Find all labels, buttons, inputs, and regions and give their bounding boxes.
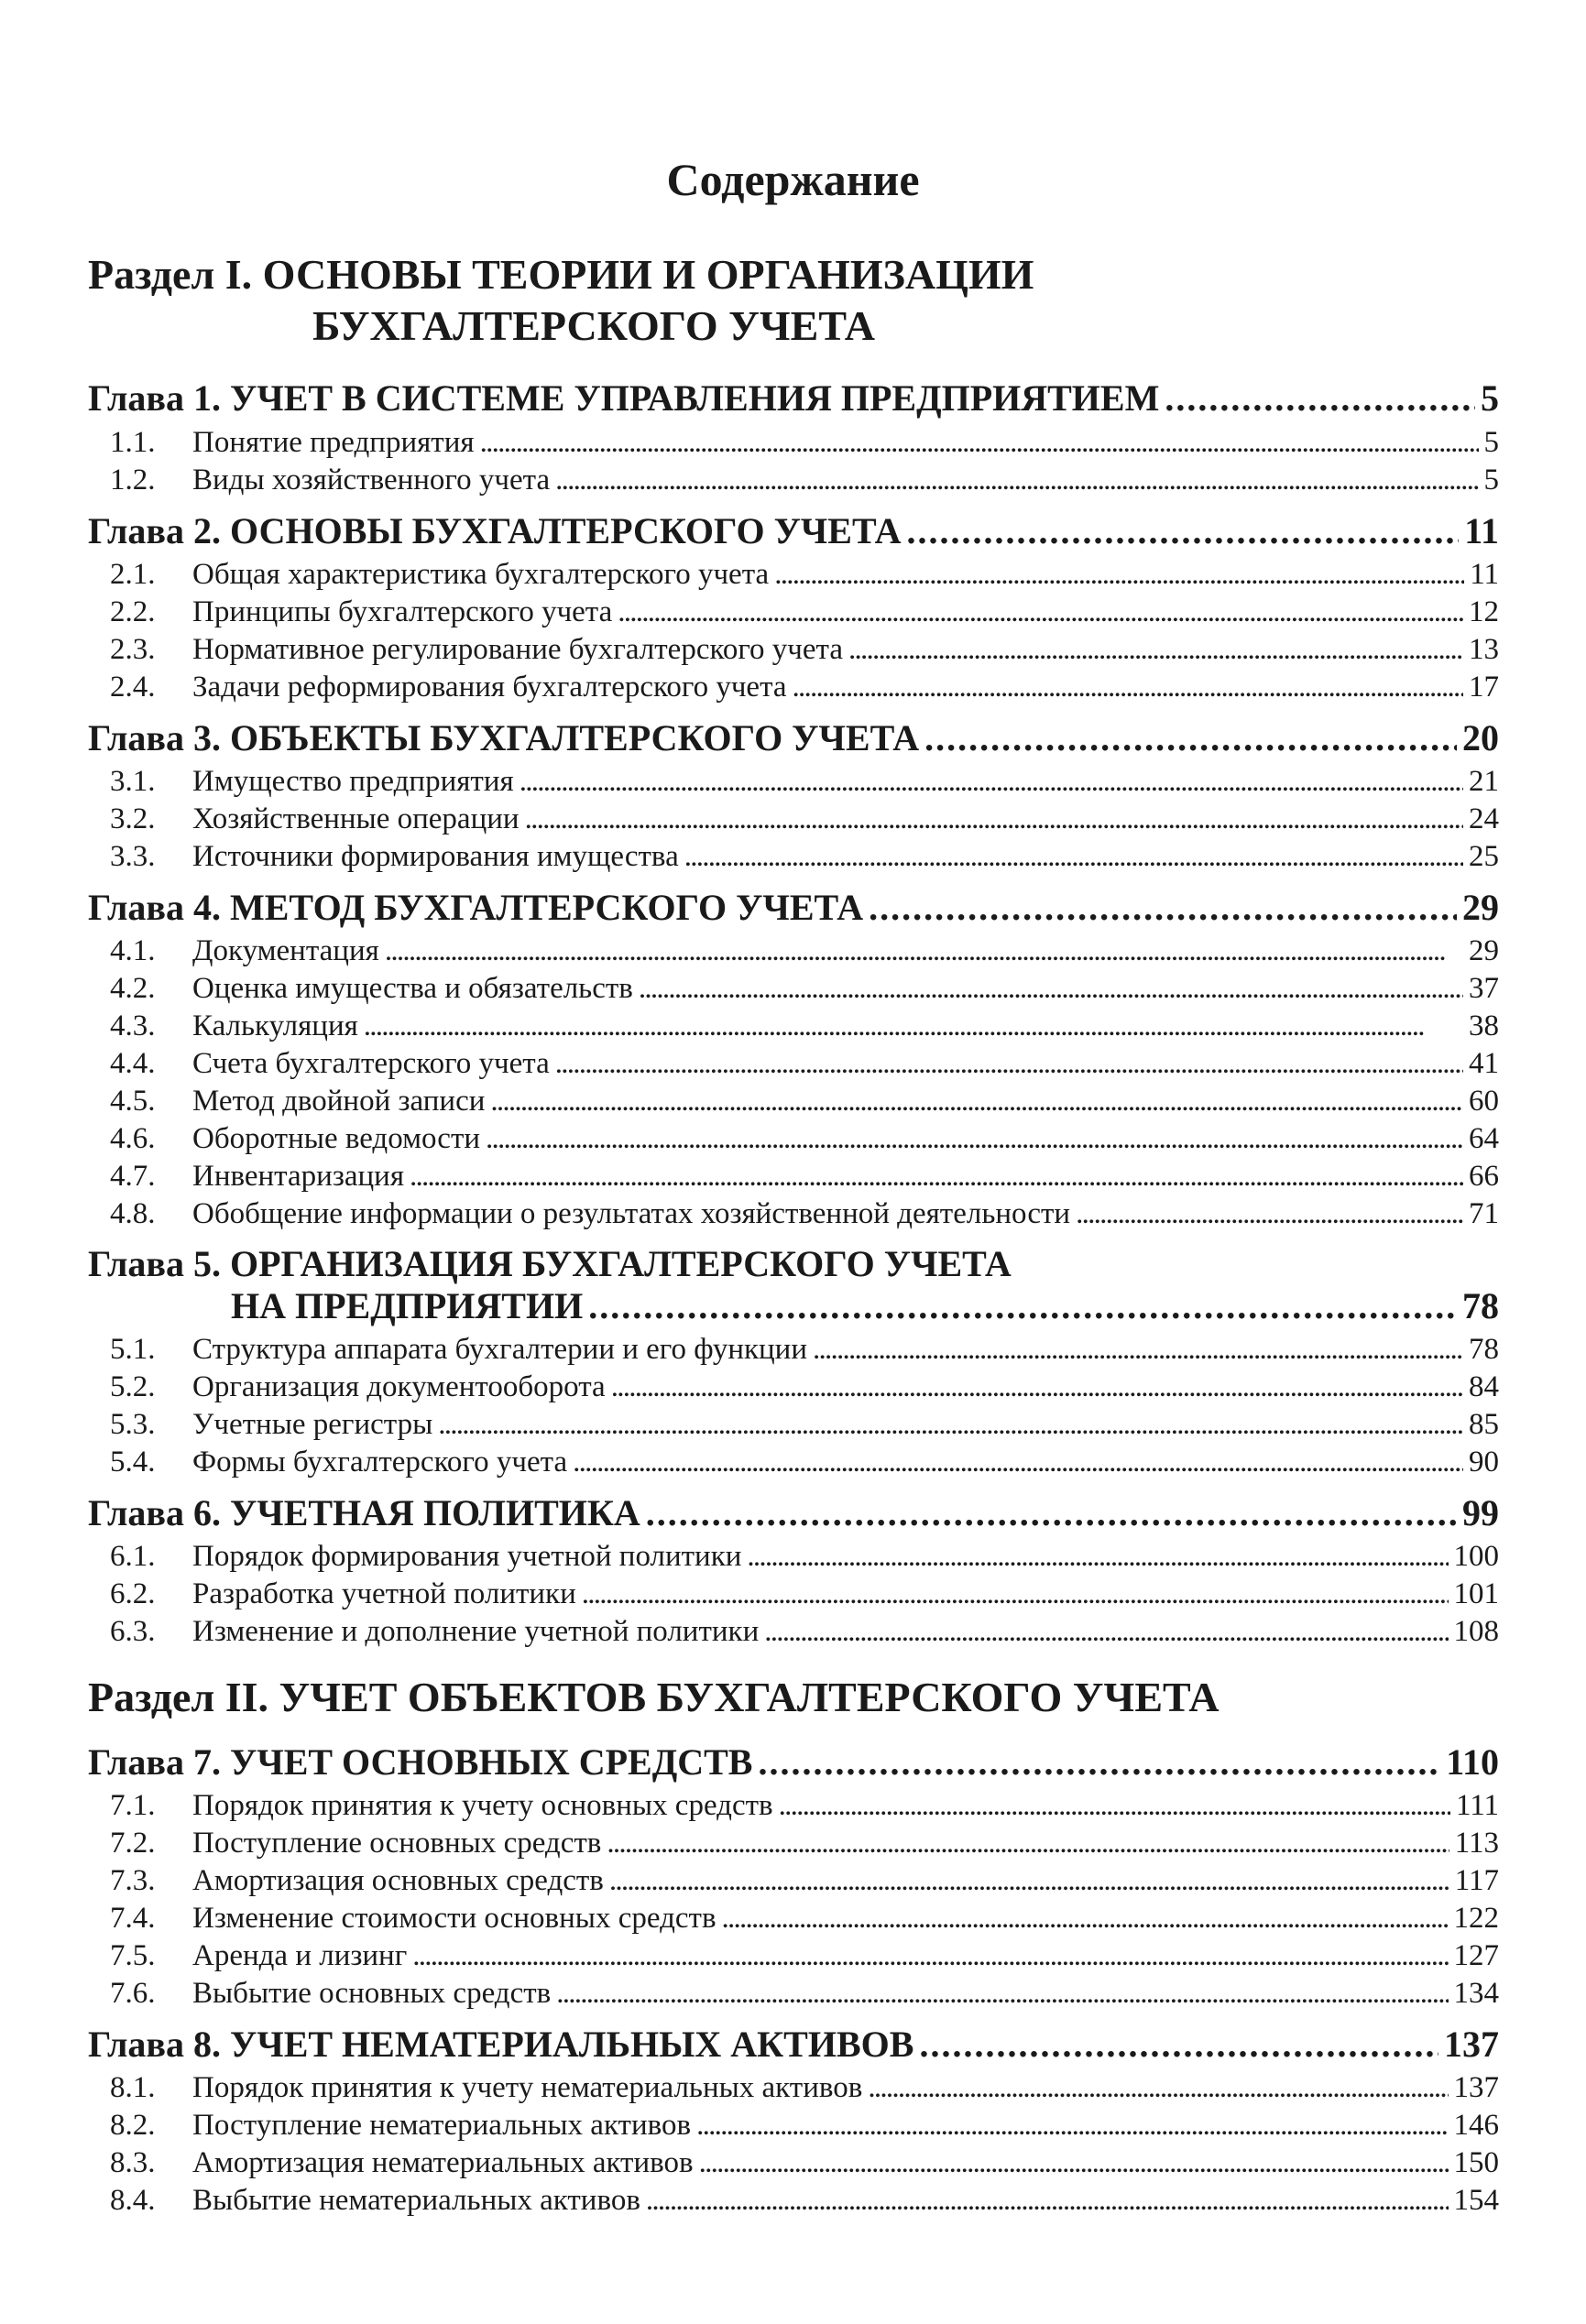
item-label: Аренда и лизинг <box>192 1939 408 1972</box>
toc-item[interactable] <box>88 1613 1499 1651</box>
chapter-5-line1[interactable] <box>88 1243 1499 1285</box>
toc-item[interactable] <box>88 933 1499 970</box>
toc-item[interactable] <box>88 763 1499 801</box>
toc-item[interactable] <box>88 1195 1499 1233</box>
leader-dots <box>555 1045 1463 1083</box>
chapter-page: 137 <box>1444 2024 1499 2065</box>
leader-dots <box>646 2182 1449 2220</box>
item-label: Задачи реформирования бухгалтерского учета <box>192 671 787 704</box>
chapter-2[interactable] <box>88 510 1499 552</box>
leader-dots <box>774 556 1464 594</box>
item-number: 3.2. <box>110 802 156 835</box>
toc-item[interactable] <box>88 1937 1499 1975</box>
item-page: 13 <box>1469 633 1499 666</box>
item-label: Разработка учетной политики <box>192 1577 576 1610</box>
item-label: Оборотные ведомости <box>192 1122 481 1155</box>
leader-dots <box>607 1825 1449 1862</box>
item-label: Общая характеристика бухгалтерского учета <box>192 558 770 591</box>
leader-dots <box>618 594 1463 631</box>
leader-dots <box>907 510 1460 552</box>
chapter-page: 5 <box>1481 377 1499 419</box>
item-number: 7.6. <box>110 1977 156 2010</box>
item-page: 134 <box>1453 1977 1499 2010</box>
item-label: Инвентаризация <box>192 1160 404 1193</box>
leader-dots <box>848 631 1463 669</box>
item-page: 154 <box>1453 2184 1499 2217</box>
item-number: 1.2. <box>110 464 156 496</box>
item-number: 5.1. <box>110 1333 156 1366</box>
item-label: Структура аппарата бухгалтерии и его функции <box>192 1333 808 1366</box>
section-1-line2: БУХГАЛТЕРСКОГО УЧЕТА <box>312 302 875 349</box>
item-number: 3.3. <box>110 840 156 873</box>
leader-dots <box>764 1613 1448 1651</box>
chapter-label: Глава 3. ОБЪЕКТЫ БУХГАЛТЕРСКОГО УЧЕТА <box>88 717 920 758</box>
item-page: 17 <box>1469 671 1499 704</box>
toc-item[interactable] <box>88 1576 1499 1613</box>
chapter-label: Глава 6. УЧЕТНАЯ ПОЛИТИКА <box>88 1492 640 1533</box>
toc-item[interactable] <box>88 1444 1499 1481</box>
toc-item[interactable] <box>88 1538 1499 1576</box>
item-label: Поступление нематериальных активов <box>192 2109 692 2142</box>
item-page: 25 <box>1469 840 1499 873</box>
section-2-line1: Раздел II. УЧЕТ ОБЪЕКТОВ БУХГАЛТЕРСКОГО УЧЕТА <box>88 1674 1220 1720</box>
toc-item[interactable] <box>88 1787 1499 1825</box>
leader-dots <box>480 424 1479 462</box>
item-number: 4.8. <box>110 1197 156 1230</box>
leader-dots <box>385 933 1463 970</box>
item-number: 4.1. <box>110 934 156 967</box>
item-number: 5.2. <box>110 1370 156 1403</box>
item-number: 5.3. <box>110 1408 156 1441</box>
toc-item[interactable] <box>88 2182 1499 2220</box>
chapter-page: 29 <box>1462 887 1499 928</box>
leader-dots <box>412 1937 1448 1975</box>
item-page: 122 <box>1453 1902 1499 1935</box>
item-number: 1.1. <box>110 426 156 459</box>
item-page: 66 <box>1469 1160 1499 1193</box>
item-page: 41 <box>1469 1047 1499 1080</box>
item-number: 8.1. <box>110 2071 156 2104</box>
chapter-5-line2[interactable] <box>231 1285 1499 1327</box>
item-page: 137 <box>1453 2071 1499 2104</box>
section-2-heading <box>88 1672 1499 1723</box>
item-page: 12 <box>1469 595 1499 628</box>
item-label: Выбытие нематериальных активов <box>192 2184 640 2217</box>
leader-dots <box>525 801 1463 838</box>
item-label: Источники формирования имущества <box>192 840 679 873</box>
item-number: 4.5. <box>110 1085 156 1118</box>
toc-item[interactable] <box>88 801 1499 838</box>
toc-item[interactable] <box>88 1045 1499 1083</box>
leader-dots <box>684 838 1463 876</box>
toc-item[interactable] <box>88 631 1499 669</box>
toc-item[interactable] <box>88 2144 1499 2182</box>
leader-dots <box>410 1158 1463 1195</box>
chapter-page: 20 <box>1462 717 1499 758</box>
toc-item[interactable] <box>88 669 1499 706</box>
toc-item[interactable] <box>88 424 1499 462</box>
item-page: 113 <box>1454 1827 1499 1860</box>
toc-item[interactable] <box>88 1862 1499 1900</box>
chapter-label: Глава 8. УЧЕТ НЕМАТЕРИАЛЬНЫХ АКТИВОВ <box>88 2024 914 2065</box>
leader-dots <box>759 1741 1441 1784</box>
chapter-label: Глава 4. МЕТОД БУХГАЛТЕРСКОГО УЧЕТА <box>88 887 864 928</box>
item-page: 85 <box>1469 1408 1499 1441</box>
item-number: 2.1. <box>110 558 156 591</box>
toc-item[interactable] <box>88 1120 1499 1158</box>
item-label: Выбытие основных средств <box>192 1977 552 2010</box>
item-label: Обобщение информации о результатах хозяйственной деятельности <box>192 1197 1071 1230</box>
chapter-label: Глава 5. ОРГАНИЗАЦИЯ БУХГАЛТЕРСКОГО УЧЕТА <box>88 1243 1012 1284</box>
item-label: Счета бухгалтерского учета <box>192 1047 550 1080</box>
item-number: 6.2. <box>110 1577 156 1610</box>
item-number: 2.3. <box>110 633 156 666</box>
item-number: 4.7. <box>110 1160 156 1193</box>
item-page: 78 <box>1469 1333 1499 1366</box>
chapter-4[interactable] <box>88 887 1499 929</box>
item-number: 6.3. <box>110 1615 156 1648</box>
item-page: 117 <box>1454 1864 1499 1897</box>
item-label: Калькуляция <box>192 1009 358 1042</box>
section-1-line1: Раздел I. ОСНОВЫ ТЕОРИИ И ОРГАНИЗАЦИИ <box>88 251 1034 298</box>
toc-item[interactable] <box>88 1008 1499 1045</box>
leader-dots <box>520 763 1463 801</box>
item-number: 8.2. <box>110 2109 156 2142</box>
item-number: 5.4. <box>110 1446 156 1478</box>
toc-item[interactable] <box>88 2069 1499 2107</box>
item-label: Поступление основных средств <box>192 1827 602 1860</box>
item-number: 4.3. <box>110 1009 156 1042</box>
leader-dots <box>868 2069 1448 2107</box>
item-number: 7.2. <box>110 1827 156 1860</box>
chapter-label: Глава 2. ОСНОВЫ БУХГАЛТЕРСКОГО УЧЕТА <box>88 510 902 551</box>
toc-item[interactable] <box>88 1975 1499 2013</box>
item-label: Порядок принятия к учету основных средств <box>192 1789 773 1822</box>
toc-item[interactable] <box>88 1900 1499 1937</box>
item-label: Учетные регистры <box>192 1408 433 1441</box>
item-number: 4.6. <box>110 1122 156 1155</box>
leader-dots <box>1076 1195 1463 1233</box>
item-label: Формы бухгалтерского учета <box>192 1446 568 1478</box>
leader-dots <box>779 1787 1450 1825</box>
item-number: 4.4. <box>110 1047 156 1080</box>
item-page: 71 <box>1469 1197 1499 1230</box>
leader-dots <box>582 1576 1449 1613</box>
item-page: 11 <box>1470 558 1499 591</box>
leader-dots <box>611 1369 1463 1406</box>
leader-dots <box>609 1862 1449 1900</box>
item-label: Изменение и дополнение учетной политики <box>192 1615 760 1648</box>
leader-dots <box>639 970 1463 1008</box>
chapter-page: 78 <box>1462 1285 1499 1326</box>
item-page: 108 <box>1453 1615 1499 1648</box>
toc-item[interactable] <box>88 1331 1499 1369</box>
leader-dots <box>646 1492 1457 1534</box>
item-page: 64 <box>1469 1122 1499 1155</box>
item-page: 101 <box>1453 1577 1499 1610</box>
chapter-page: 110 <box>1446 1741 1499 1783</box>
leader-dots <box>696 2107 1448 2144</box>
chapter-6[interactable] <box>88 1492 1499 1534</box>
item-number: 4.2. <box>110 972 156 1005</box>
item-page: 21 <box>1469 765 1499 798</box>
item-page: 5 <box>1483 426 1499 459</box>
leader-dots <box>364 1008 1463 1045</box>
section-1-heading <box>88 249 1499 352</box>
item-label: Порядок формирования учетной политики <box>192 1540 742 1573</box>
item-number: 3.1. <box>110 765 156 798</box>
toc-item[interactable] <box>88 462 1499 499</box>
leader-dots <box>555 462 1478 499</box>
chapter-1[interactable] <box>88 377 1499 420</box>
item-number: 8.3. <box>110 2146 156 2179</box>
toc-item[interactable] <box>88 1158 1499 1195</box>
item-label: Документация <box>192 934 379 967</box>
toc-item[interactable] <box>88 1369 1499 1406</box>
item-page: 150 <box>1453 2146 1499 2179</box>
leader-dots <box>438 1406 1463 1444</box>
item-page: 100 <box>1453 1540 1499 1573</box>
toc-item[interactable] <box>88 1406 1499 1444</box>
item-label: Виды хозяйственного учета <box>192 464 551 496</box>
item-page: 146 <box>1453 2109 1499 2142</box>
leader-dots <box>486 1120 1463 1158</box>
item-label: Изменение стоимости основных средств <box>192 1902 716 1935</box>
leader-dots <box>722 1900 1449 1937</box>
chapter-page: 99 <box>1462 1492 1499 1533</box>
leader-dots <box>813 1331 1463 1369</box>
item-label: Метод двойной записи <box>192 1085 486 1118</box>
item-number: 2.4. <box>110 671 156 704</box>
item-page: 24 <box>1469 802 1499 835</box>
item-number: 6.1. <box>110 1540 156 1573</box>
toc-item[interactable] <box>88 556 1499 594</box>
item-number: 8.4. <box>110 2184 156 2217</box>
item-label: Имущество предприятия <box>192 765 514 798</box>
leader-dots <box>573 1444 1463 1481</box>
item-number: 2.2. <box>110 595 156 628</box>
item-label: Оценка имущества и обязательств <box>192 972 633 1005</box>
item-number: 7.4. <box>110 1902 156 1935</box>
chapter-8[interactable] <box>88 2024 1499 2066</box>
leader-dots <box>869 887 1457 929</box>
item-label: Амортизация нематериальных активов <box>192 2146 694 2179</box>
leader-dots <box>699 2144 1449 2182</box>
leader-dots <box>490 1083 1463 1120</box>
toc-item[interactable] <box>88 838 1499 876</box>
chapter-label: Глава 1. УЧЕТ В СИСТЕМЕ УПРАВЛЕНИЯ ПРЕДПРИЯТИЕМ <box>88 377 1160 419</box>
item-page: 84 <box>1469 1370 1499 1403</box>
item-number: 7.5. <box>110 1939 156 1972</box>
item-number: 7.3. <box>110 1864 156 1897</box>
page-title: Содержание <box>666 154 920 205</box>
item-label: Принципы бухгалтерского учета <box>192 595 613 628</box>
item-page: 38 <box>1469 1009 1499 1042</box>
toc-item[interactable] <box>88 970 1499 1008</box>
leader-dots <box>793 669 1463 706</box>
item-label: Нормативное регулирование бухгалтерского учета <box>192 633 843 666</box>
item-label: Амортизация основных средств <box>192 1864 604 1897</box>
chapter-7[interactable] <box>88 1741 1499 1784</box>
leader-dots <box>924 717 1457 759</box>
item-page: 111 <box>1455 1789 1499 1822</box>
item-number: 7.1. <box>110 1789 156 1822</box>
item-label: Хозяйственные операции <box>192 802 520 835</box>
leader-dots <box>919 2024 1438 2066</box>
item-label: Порядок принятия к учету нематериальных активов <box>192 2071 863 2104</box>
chapter-3[interactable] <box>88 717 1499 759</box>
item-page: 5 <box>1483 464 1499 496</box>
leader-dots <box>588 1285 1457 1327</box>
toc-item[interactable] <box>88 1083 1499 1120</box>
chapter-label-cont: НА ПРЕДПРИЯТИИ <box>231 1285 584 1326</box>
chapter-page: 11 <box>1464 510 1499 551</box>
item-page: 37 <box>1469 972 1499 1005</box>
item-page: 127 <box>1453 1939 1499 1972</box>
item-label: Понятие предприятия <box>192 426 475 459</box>
leader-dots <box>1165 377 1475 420</box>
leader-dots <box>556 1975 1448 2013</box>
item-page: 90 <box>1469 1446 1499 1478</box>
toc-item[interactable] <box>88 594 1499 631</box>
chapter-label: Глава 7. УЧЕТ ОСНОВНЫХ СРЕДСТВ <box>88 1741 753 1783</box>
item-label: Организация документооборота <box>192 1370 606 1403</box>
leader-dots <box>747 1538 1448 1576</box>
item-page: 29 <box>1469 934 1499 967</box>
item-page: 60 <box>1469 1085 1499 1118</box>
toc-item[interactable] <box>88 2107 1499 2144</box>
toc-item[interactable] <box>88 1825 1499 1862</box>
